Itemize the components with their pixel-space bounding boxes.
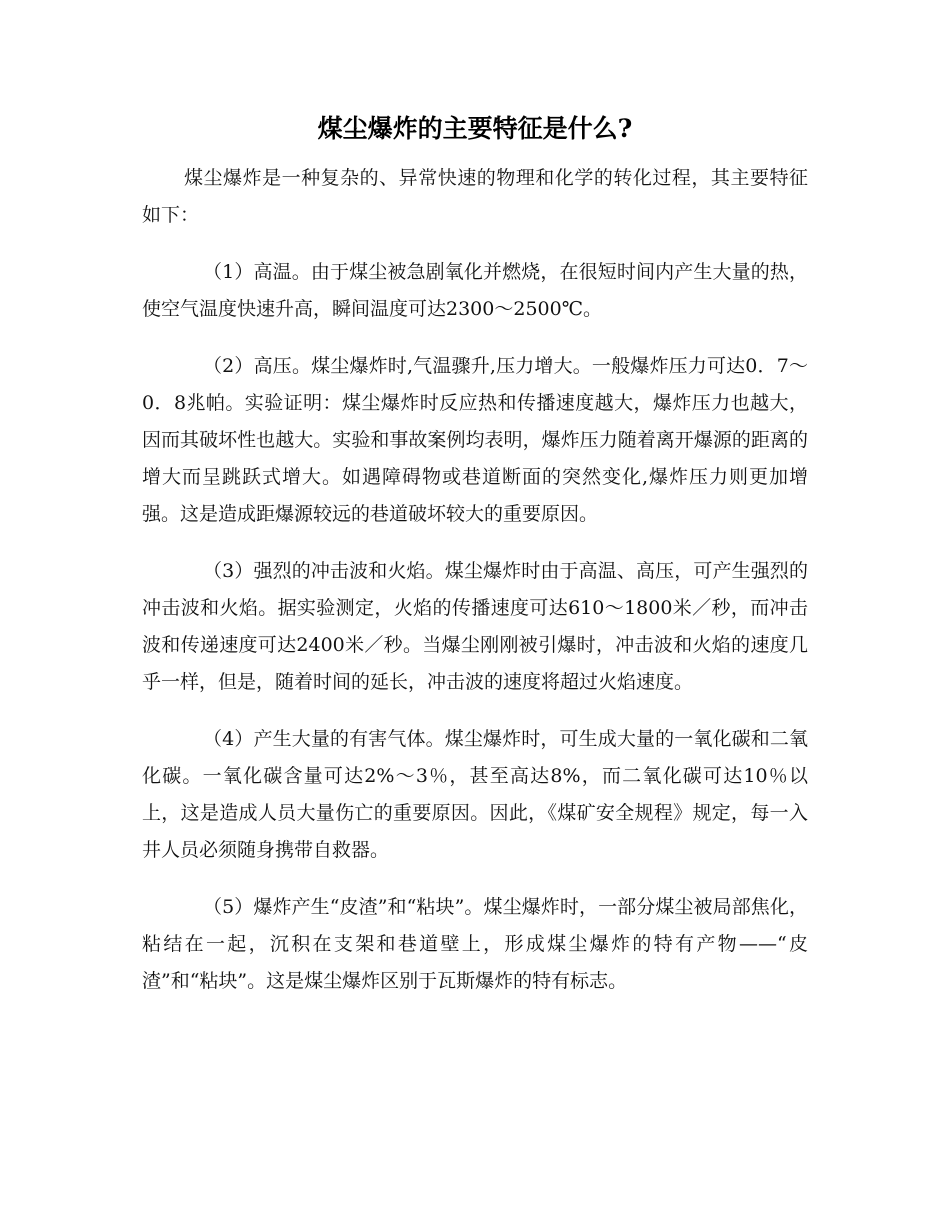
feature-paragraph-high-temperature: （1）高温。由于煤尘被急剧氧化并燃烧，在很短时间内产生大量的热，使空气温度快速升高，瞬间温度可达2300～2500℃。: [142, 261, 808, 320]
feature-paragraph-coke-residue: （5）爆炸产生“皮渣”和“粘块”。煤尘爆炸时，一部分煤尘被局部焦化，粘结在一起，沉积在支架和巷道壁上，形成煤尘爆炸的特有产物——“皮渣”和“粘块”。这是煤尘爆炸区别于瓦斯爆炸的特有标志。: [142, 896, 808, 992]
intro-paragraph: 煤尘爆炸是一种复杂的、异常快速的物理和化学的转化过程，其主要特征如下：: [142, 167, 808, 226]
page-title: 煤尘爆炸的主要特征是什么?: [317, 114, 633, 143]
feature-paragraph-shock-wave-flame: （3）强烈的冲击波和火焰。煤尘爆炸时由于高温、高压，可产生强烈的冲击波和火焰。据实验测定，火焰的传播速度可达610～1800米／秒，而冲击波和传递速度可达2400米／秒。当爆尘刚刚被引爆时，冲击波和火焰的速度几乎一样，但是，随着时间的延长，冲击波的速度将超过火焰速度。: [142, 560, 808, 693]
feature-paragraph-high-pressure: （2）高压。煤尘爆炸时,气温骤升,压力增大。一般爆炸压力可达0．7～0．8兆帕。实验证明：煤尘爆炸时反应热和传播速度越大，爆炸压力也越大，因而其破坏性也越大。实验和事故案例均表明，爆炸压力随着离开爆源的距离的增大而呈跳跃式增大。如遇障碍物或巷道断面的突然变化,爆炸压力则更加增强。这是造成距爆源较远的巷道破坏较大的重要原因。: [142, 355, 808, 525]
feature-paragraph-harmful-gas: （4）产生大量的有害气体。煤尘爆炸时，可生成大量的一氧化碳和二氧化碳。一氧化碳含量可达2%～3％，甚至高达8%，而二氧化碳可达10％以上，这是造成人员大量伤亡的重要原因。因此，《煤矿安全规程》规定，每一入井人员必须随身携带自救器。: [142, 728, 808, 861]
